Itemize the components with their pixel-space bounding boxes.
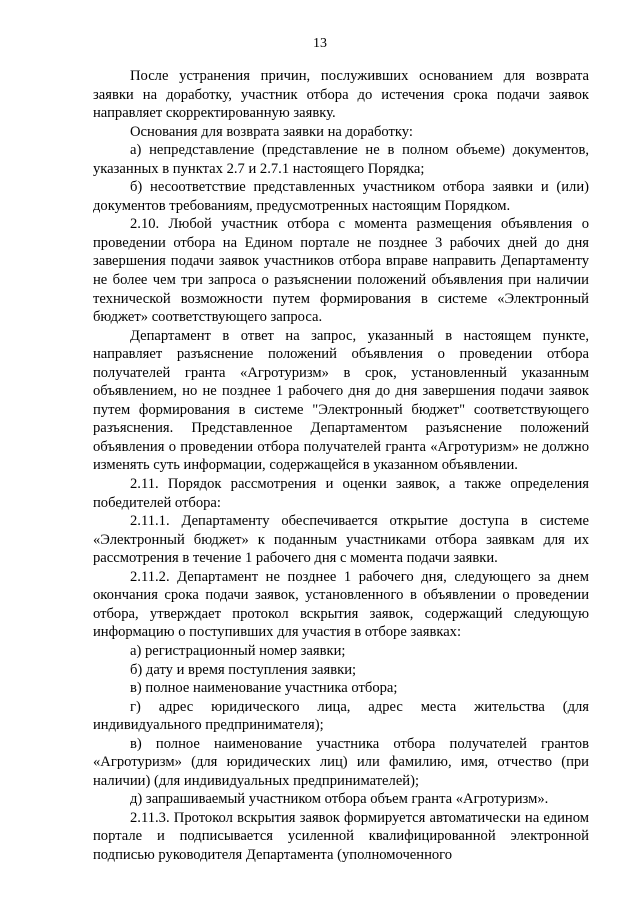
page-number: 13	[313, 36, 327, 51]
list-item-requested-amount: д) запрашиваемый участником отбора объем гранта «Агротуризм».	[130, 791, 549, 808]
paragraph-return-grounds-heading: Основания для возврата заявки на доработку:	[130, 123, 413, 140]
paragraph-clause-2-10: 2.10. Любой участник отбора с момента размещения объявления о проведении отбора на Едином портале не позднее 3 рабочих дней до дня завершения подачи заявок участников отбора вправе направить Департаменту не более чем три запроса о разъяснении положений объявления при наличии технической возможности путем формирования в системе «Электронный бюджет» соответствующего запроса.	[93, 216, 589, 326]
paragraph-ground-b: б) несоответствие представленных участником отбора заявки и (или) документов требованиям, предусмотренных настоящим Порядком.	[93, 179, 589, 214]
list-item-recipient-name: в) полное наименование участника отбора получателей грантов «Агротуризм» (для юридических лиц) или фамилию, имя, отчество (при наличии) (для индивидуальных предпринимателей);	[93, 735, 589, 789]
paragraph-clause-2-11-2: 2.11.2. Департамент не позднее 1 рабочего дня, следующего за днем окончания срока подачи заявок, установленного в объявлении о проведении отбора, утверждает протокол вскрытия заявок, содержащий следующую информацию о поступивших для участия в отборе заявках:	[93, 568, 589, 641]
list-item-address: г) адрес юридического лица, адрес места жительства (для индивидуального предпринимателя);	[93, 698, 589, 734]
paragraph-clause-2-11: 2.11. Порядок рассмотрения и оценки заявок, а также определения победителей отбора:	[93, 476, 589, 511]
list-item-registration-number: а) регистрационный номер заявки;	[130, 642, 346, 659]
paragraph-clause-2-11-1: 2.11.1. Департаменту обеспечивается открытие доступа в системе «Электронный бюджет» к поданным участниками отбора заявкам для их рассмотрения в течение 1 рабочего дня с момента подачи заявки.	[93, 513, 589, 567]
list-item-submission-date: б) дату и время поступления заявки;	[130, 661, 357, 678]
paragraph-return-after-fix: После устранения причин, послуживших основанием для возврата заявки на доработку, участник отбора до истечения срока подачи заявок направляет скорректированную заявку.	[93, 68, 589, 122]
document-body	[93, 67, 589, 865]
list-item-participant-name: в) полное наименование участника отбора;	[130, 680, 398, 697]
paragraph-department-response: Департамент в ответ на запрос, указанный в настоящем пункте, направляет разъяснение положений объявления о проведении отбора получателей гранта «Агротуризм» в срок, установленный указанным объявлением, но не позднее 1 рабочего дня до дня завершения подачи заявок путем формирования в системе "Электронный бюджет" соответствующего разъяснения. Представленное Департаментом разъяснение положений объявления о проведении отбора получателей гранта «Агротуризм» не должно изменять суть информации, содержащейся в указанном объявлении.	[93, 327, 589, 474]
paragraph-clause-2-11-3: 2.11.3. Протокол вскрытия заявок формируется автоматически на едином портале и подписывается усиленной квалифицированной электронной подписью руководителя Департамента (уполномоченного	[93, 809, 589, 863]
paragraph-ground-a: а) непредставление (представление не в полном объеме) документов, указанных в пунктах 2.7 и 2.7.1 настоящего Порядка;	[93, 142, 589, 177]
